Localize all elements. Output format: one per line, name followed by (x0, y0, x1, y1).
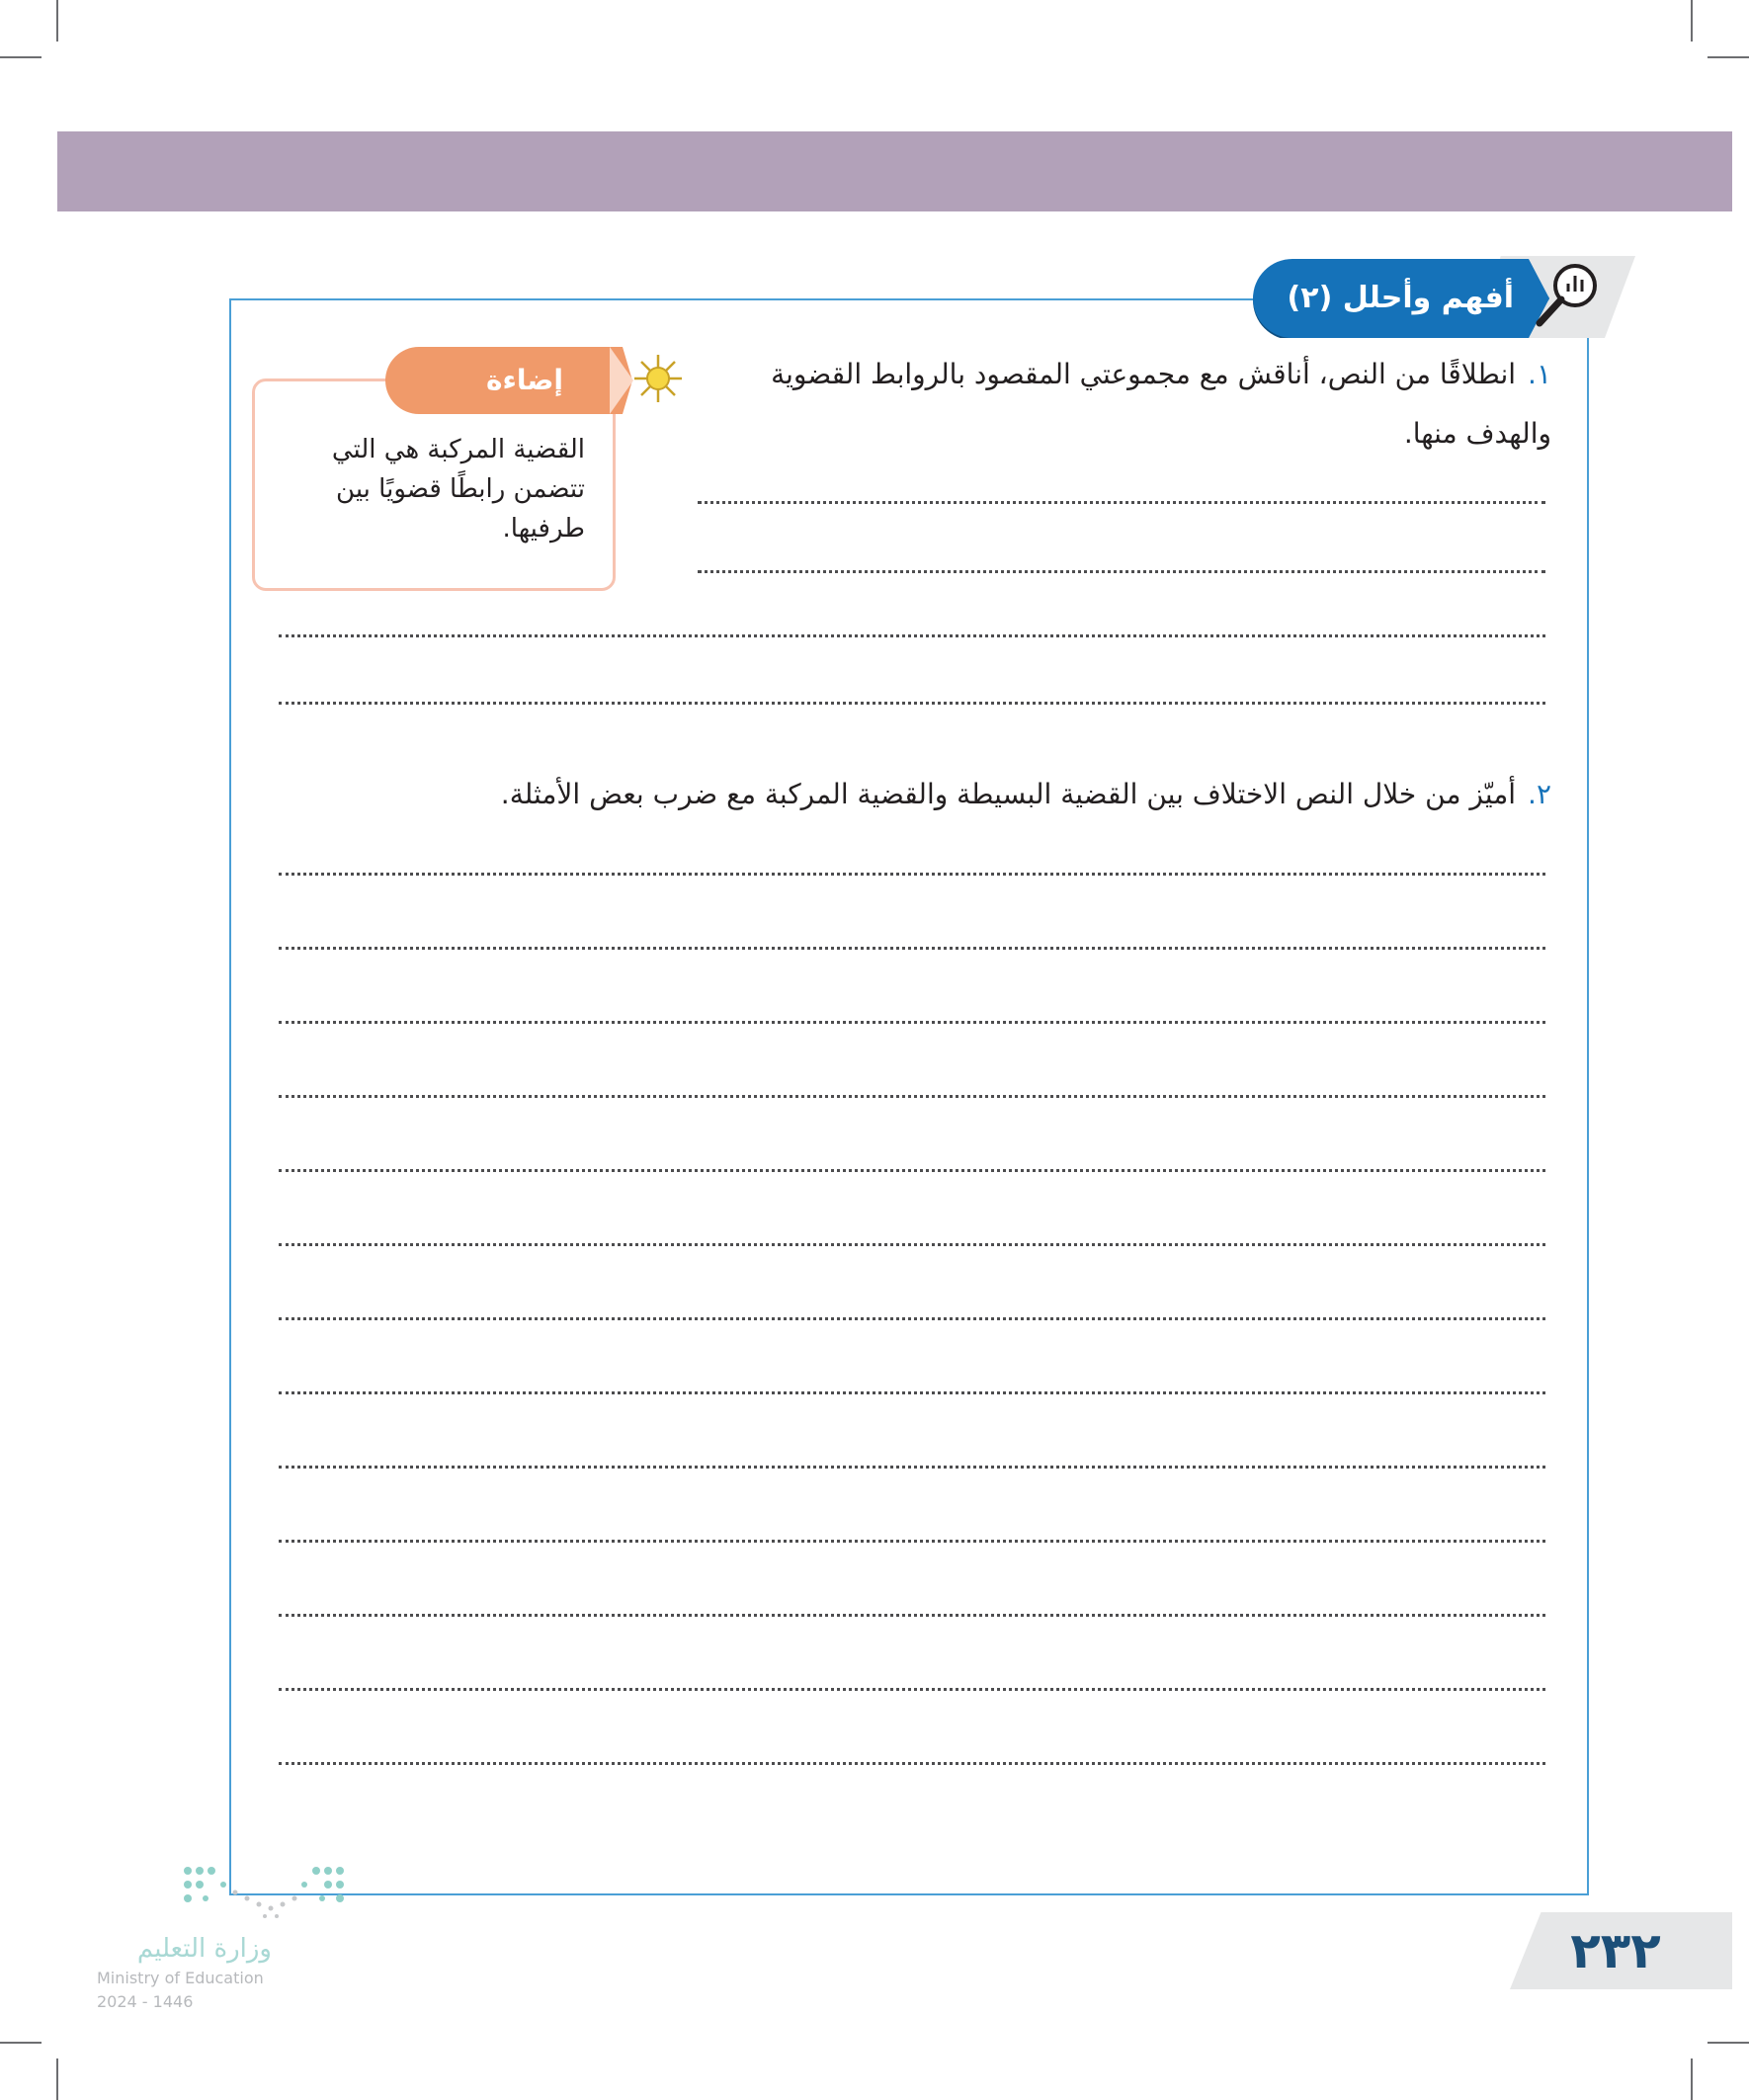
answer-line[interactable] (279, 1688, 1545, 1691)
crop-mark (56, 0, 58, 42)
answer-line[interactable] (279, 1021, 1545, 1024)
answer-line[interactable] (698, 570, 1545, 573)
sun-icon (632, 353, 684, 404)
crop-mark (1707, 2042, 1749, 2044)
tip-text: القضية المركبة هي التي تتضمن رابطًا قضويًا بين طرفيها. (331, 435, 585, 544)
question-2-text: أميّز من خلال النص الاختلاف بين القضية البسيطة والقضية المركبة مع ضرب بعض الأمثلة. (500, 778, 1517, 810)
answer-line[interactable] (279, 873, 1545, 876)
question-1 (652, 346, 1551, 403)
answer-line[interactable] (279, 1614, 1545, 1617)
magnifier-chart-icon (1530, 256, 1607, 333)
crop-mark (1691, 2058, 1693, 2100)
tip-title: إضاءة (485, 364, 563, 396)
ministry-name-en: Ministry of Education (97, 1969, 264, 1987)
question-2 (188, 766, 1551, 823)
question-2-number: ٢. (1528, 778, 1551, 810)
ministry-logo-icon (178, 1863, 356, 1922)
crop-mark (0, 56, 42, 58)
section-title: أفهم وأحلل (٢) (1287, 281, 1514, 315)
answer-line[interactable] (279, 1243, 1545, 1246)
page-number: ٢٣٢ (1570, 1922, 1661, 1979)
ministry-name-ar: وزارة التعليم (136, 1934, 272, 1964)
answer-line[interactable] (279, 1169, 1545, 1172)
question-1-number: ١. (1528, 358, 1551, 390)
answer-line[interactable] (279, 634, 1545, 637)
answer-line[interactable] (279, 702, 1545, 705)
answer-line[interactable] (279, 947, 1545, 950)
crop-mark (0, 2042, 42, 2044)
answer-line[interactable] (698, 501, 1545, 504)
question-1-continuation: والهدف منها. (1403, 417, 1551, 450)
header-band (57, 131, 1732, 211)
answer-line[interactable] (279, 1095, 1545, 1098)
answer-line[interactable] (279, 1317, 1545, 1320)
edition-year: 2024 - 1446 (97, 1992, 194, 2011)
answer-line[interactable] (279, 1762, 1545, 1765)
answer-line[interactable] (279, 1466, 1545, 1469)
crop-mark (1707, 56, 1749, 58)
question-1-text: انطلاقًا من النص، أناقش مع مجموعتي المقصود بالروابط القضوية (771, 358, 1517, 390)
answer-line[interactable] (279, 1540, 1545, 1543)
crop-mark (56, 2058, 58, 2100)
crop-mark (1691, 0, 1693, 42)
answer-line[interactable] (279, 1391, 1545, 1394)
